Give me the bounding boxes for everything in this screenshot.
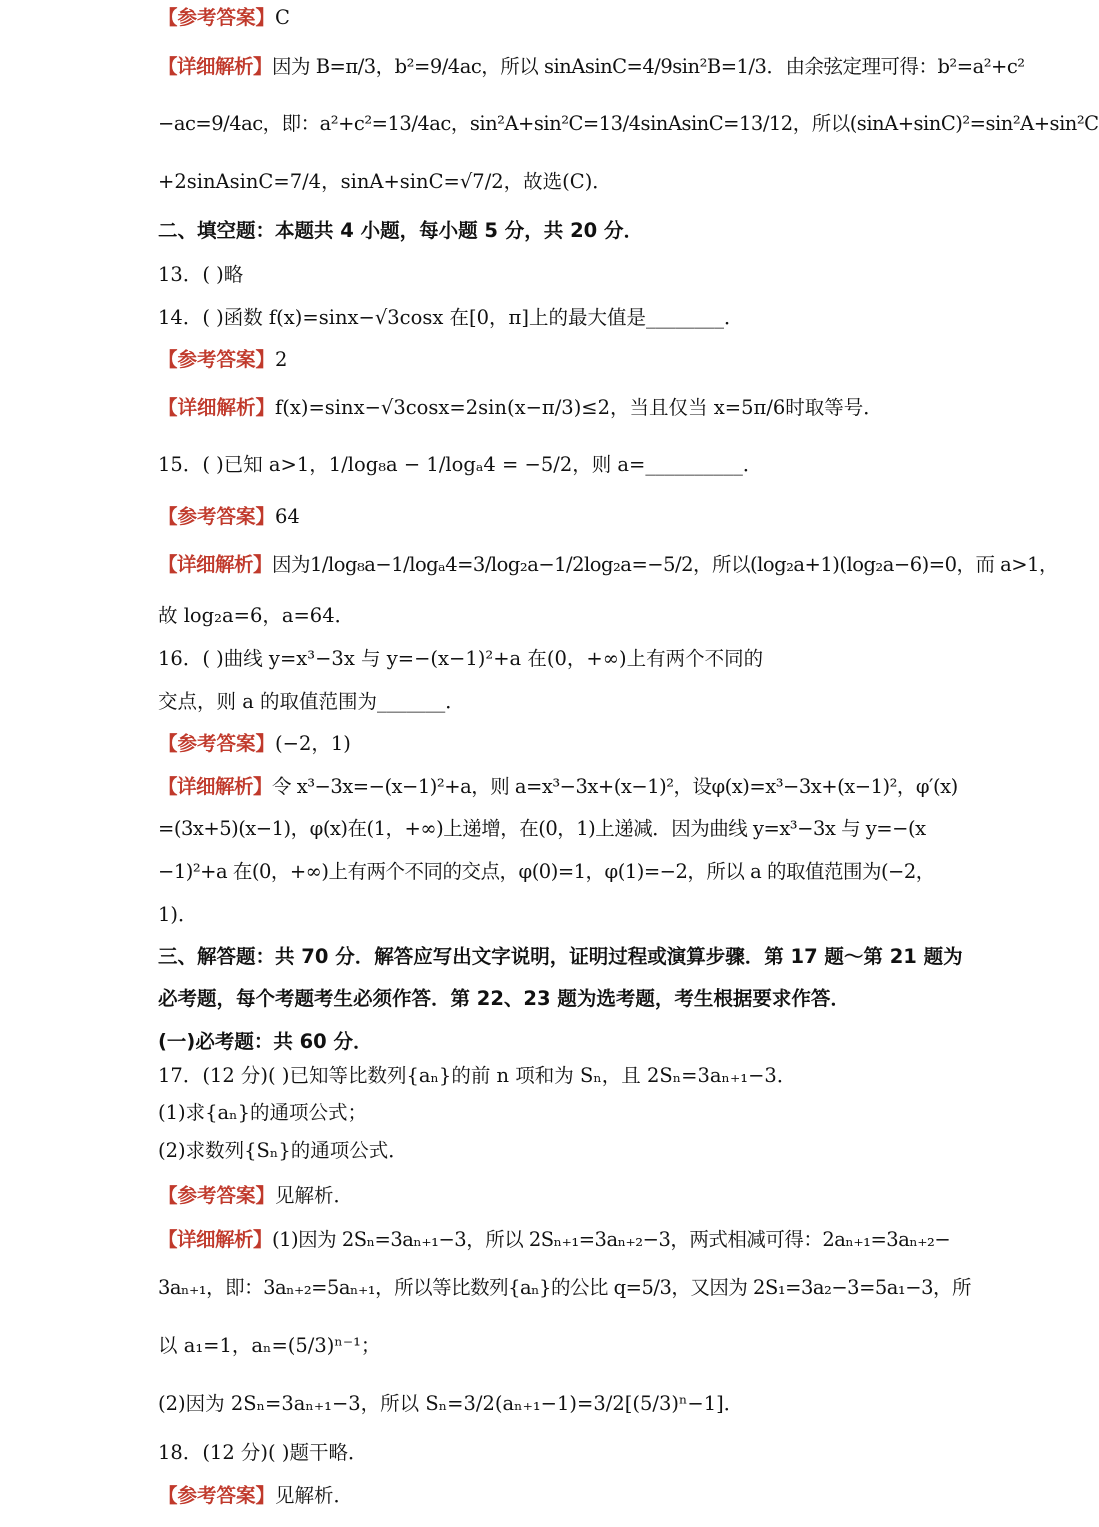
- analysis-line: =(3x+5)(x−1)，φ(x)在(1，+∞)上递增，在(0，1)上递减．因为曲线 y=x³−3x 与 y=−(x: [158, 817, 926, 840]
- analysis-line: 以 a₁=1，aₙ=(5/3)ⁿ⁻¹；: [158, 1334, 381, 1357]
- section-heading: (一)必考题：共 60 分．: [158, 1030, 373, 1053]
- section-heading: 三、解答题：共 70 分．解答应写出文字说明，证明过程或演算步骤．第 17 题～第 21 题为: [158, 945, 963, 968]
- answer-line: 【参考答案】见解析．: [158, 1484, 354, 1507]
- analysis-line: 【详细解析】(1)因为 2Sₙ=3aₙ₊₁−3，所以 2Sₙ₊₁=3aₙ₊₂−3，两式相减可得：2aₙ₊₁=3aₙ₊₂−: [158, 1228, 951, 1251]
- analysis-line: 【详细解析】令 x³−3x=−(x−1)²+a，则 a=x³−3x+(x−1)²，设φ(x)=x³−3x+(x−1)²，φ′(x): [158, 775, 958, 798]
- analysis-line: 【详细解析】因为 B=π/3，b²=9/4ac，所以 sinAsinC=4/9sin²B=1/3．由余弦定理可得：b²=a²+c²: [158, 55, 1025, 78]
- question-line: 交点，则 a 的取值范围为_______．: [158, 690, 465, 713]
- analysis-line: −ac=9/4ac，即：a²+c²=13/4ac，sin²A+sin²C=13/4sinAsinC=13/12，所以(sinA+sinC)²=sin²A+sin²C: [158, 112, 1099, 135]
- question-line: (1)求{aₙ}的通项公式；: [158, 1101, 367, 1124]
- answer-line: 【参考答案】(−2，1): [158, 732, 351, 755]
- question-line: 16．( )曲线 y=x³−3x 与 y=−(x−1)²+a 在(0，+∞)上有两个不同的: [158, 647, 764, 670]
- section-heading: 二、填空题：本题共 4 小题，每小题 5 分，共 20 分．: [158, 219, 644, 242]
- answer-line: 【参考答案】C: [158, 6, 290, 29]
- question-line: 17．(12 分)( )已知等比数列{aₙ}的前 n 项和为 Sₙ，且 2Sₙ=3aₙ₊₁−3．: [158, 1064, 797, 1087]
- analysis-line: +2sinAsinC=7/4，sinA+sinC=√7/2，故选(C)．: [158, 170, 612, 193]
- analysis-line: 故 log₂a=6，a=64．: [158, 604, 355, 627]
- answer-line: 【参考答案】2: [158, 348, 288, 371]
- analysis-line: 【详细解析】f(x)=sinx−√3cosx=2sin(x−π/3)≤2，当且仅当 x=5π/6时取等号．: [158, 396, 883, 419]
- section-heading: 必考题，每个考题考生必须作答．第 22、23 题为选考题，考生根据要求作答．: [158, 987, 850, 1010]
- question-line: (2)求数列{Sₙ}的通项公式．: [158, 1139, 408, 1162]
- analysis-line: −1)²+a 在(0，+∞)上有两个不同的交点，φ(0)=1，φ(1)=−2，所以 a 的取值范围为(−2，: [158, 860, 935, 883]
- answer-line: 【参考答案】见解析．: [158, 1184, 354, 1207]
- analysis-line: (2)因为 2Sₙ=3aₙ₊₁−3，所以 Sₙ=3/2(aₙ₊₁−1)=3/2[(5/3)ⁿ−1]．: [158, 1392, 744, 1415]
- question-line: 13．( )略: [158, 263, 244, 286]
- question-line: 15．( )已知 a>1，1/log₈a − 1/logₐ4 = −5/2，则 a=__________．: [158, 453, 763, 476]
- analysis-line: 【详细解析】因为1/log₈a−1/logₐ4=3/log₂a−1/2log₂a=−5/2，所以(log₂a+1)(log₂a−6)=0，而 a>1，: [158, 553, 1059, 576]
- question-line: 18．(12 分)( )题干略．: [158, 1441, 368, 1464]
- analysis-line: 1)．: [158, 903, 198, 926]
- answer-line: 【参考答案】64: [158, 505, 300, 528]
- analysis-line: 3aₙ₊₁，即：3aₙ₊₂=5aₙ₊₁，所以等比数列{aₙ}的公比 q=5/3，又因为 2S₁=3a₂−3=5a₁−3，所: [158, 1276, 971, 1299]
- question-line: 14．( )函数 f(x)=sinx−√3cosx 在[0，π]上的最大值是________．: [158, 306, 744, 329]
